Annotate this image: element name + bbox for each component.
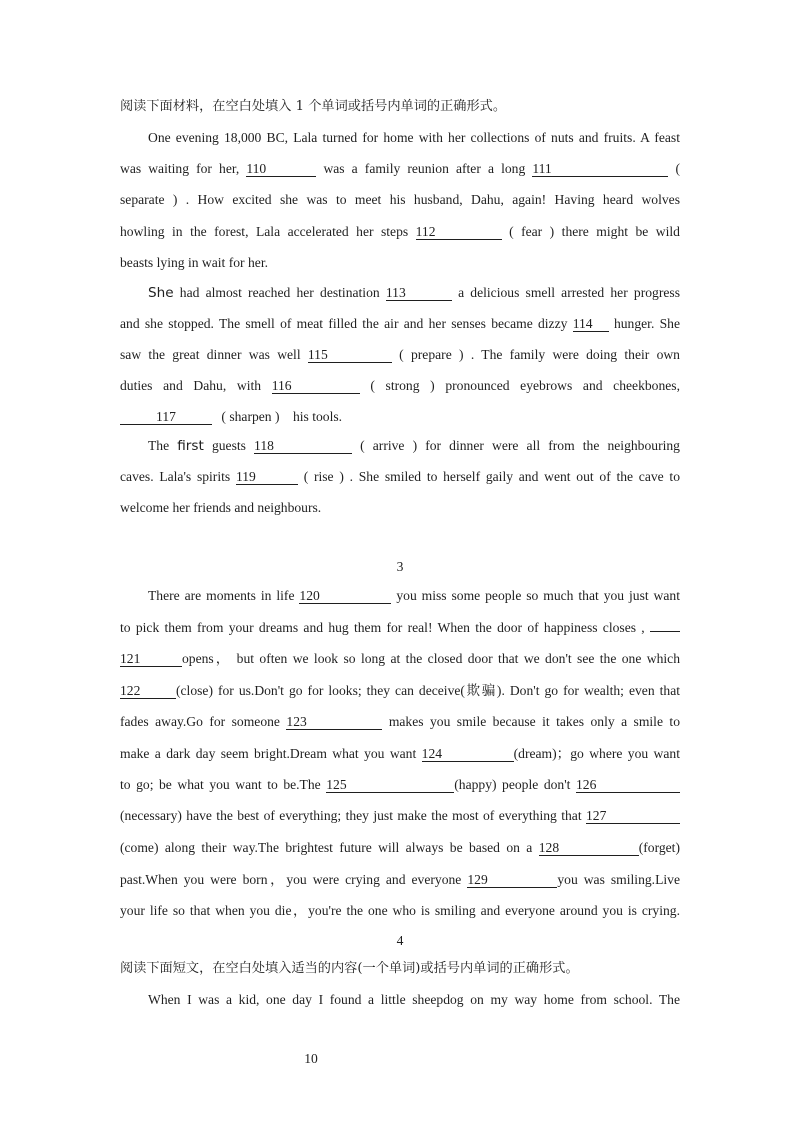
passage-line xyxy=(120,682,680,700)
text-run: opens， but often we look so long at the closed door that we don't see the one which xyxy=(182,651,680,666)
answer-blank-126[interactable]: 126 xyxy=(576,777,680,793)
passage-line xyxy=(148,437,680,455)
section-number: 4 xyxy=(396,933,404,948)
text-run: a delicious smell arrested her progress xyxy=(458,285,680,300)
answer-blank-128[interactable]: 128 xyxy=(539,840,639,856)
answer-blank-114[interactable]: 114 xyxy=(573,316,609,332)
answer-blank-123[interactable]: 123 xyxy=(286,714,382,730)
answer-blank-122[interactable]: 122 xyxy=(120,683,176,699)
answer-blank-117[interactable]: 117 xyxy=(120,409,212,425)
text-run: duties and Dahu, with xyxy=(120,378,262,393)
text-run: first xyxy=(177,438,204,454)
text-run: (forget) xyxy=(638,840,680,855)
section-number: 3 xyxy=(396,559,404,574)
answer-blank-118[interactable]: 118 xyxy=(254,438,352,454)
passage-line xyxy=(148,587,680,605)
answer-blank-111[interactable]: 111 xyxy=(532,161,668,177)
answer-blank-124[interactable]: 124 xyxy=(422,746,514,762)
text-run: there might be wild xyxy=(561,224,680,239)
passage-line xyxy=(120,223,680,241)
answer-blank-110[interactable]: 110 xyxy=(246,161,316,177)
text-run: (dream)；go where you want xyxy=(513,746,680,761)
passage-line xyxy=(120,468,680,486)
answer-blank-127[interactable]: 127 xyxy=(586,808,680,824)
text-run: (close) for us.Don't go for looks; they can deceive(欺骗). Don't go for wealth; even that xyxy=(176,683,680,698)
text-run: his tools. xyxy=(292,409,343,424)
text-run: . The family were doing their own xyxy=(470,347,680,362)
text-run: had almost reached her destination xyxy=(179,285,380,300)
text-run: ( xyxy=(675,161,680,176)
text-run: saw the great dinner was well xyxy=(120,347,301,362)
passage-line: your life so that when you die，you're the one who is smiling and everyone around you is crying. xyxy=(120,903,680,918)
text-run: (necessary) have the best of everything; they just make the most of everything that xyxy=(120,808,582,823)
answer-blank-116[interactable]: 116 xyxy=(272,378,360,394)
text-run: make a dark day seem bright.Dream what you want xyxy=(120,746,417,761)
passage-line xyxy=(120,807,680,825)
passage-line xyxy=(120,377,680,395)
text-run: past.When you were born，you were crying and everyone xyxy=(120,872,462,887)
text-run: (come) along their way.The brightest future will always be based on a xyxy=(120,840,533,855)
text-run: was a family reunion after a long xyxy=(323,161,526,176)
text-run: fades away.Go for someone xyxy=(120,714,280,729)
text-run: to pick them from your dreams and hug them for real! When the door of happiness closes , xyxy=(120,620,645,635)
instruction-text: 阅读下面材料，在空白处填入 1 个单词或括号内单词的正确形式。 xyxy=(120,99,507,114)
answer-blank-120[interactable]: 120 xyxy=(299,588,391,604)
passage-line: separate ) . How excited she was to meet his husband, Dahu, again! Having heard wolves xyxy=(120,192,680,207)
passage-line xyxy=(120,619,680,637)
text-run: you miss some people so much that you just want xyxy=(396,588,680,603)
passage-line xyxy=(120,713,680,731)
text-run: There are moments in life xyxy=(148,588,295,603)
text-run: The xyxy=(148,438,170,453)
text-run: to go; be what you want to be.The xyxy=(120,777,321,792)
passage-line: One evening 18,000 BC, Lala turned for home with her collections of nuts and fruits. A feast xyxy=(148,130,680,145)
passage-line xyxy=(148,284,680,302)
text-run: ( arrive ) xyxy=(360,438,418,453)
passage-line xyxy=(120,315,680,333)
text-run: was waiting for her, xyxy=(120,161,240,176)
text-run: and she stopped. The smell of meat filled the air and her senses became dizzy xyxy=(120,316,568,331)
text-run: She xyxy=(148,285,174,301)
text-run: makes you smile because it takes only a smile to xyxy=(388,714,680,729)
answer-blank-121-start[interactable] xyxy=(650,631,680,632)
text-run: pronounced eyebrows and cheekbones, xyxy=(445,378,680,393)
passage-line: beasts lying in wait for her. xyxy=(120,255,268,270)
text-run: ( strong ) xyxy=(370,378,435,393)
text-run: ( rise ) . She smiled to herself gaily and went out of the cave to xyxy=(303,469,681,484)
passage-line xyxy=(120,776,680,794)
text-run: hunger. She xyxy=(613,316,680,331)
text-run: ( prepare ) xyxy=(399,347,464,362)
answer-blank-119[interactable]: 119 xyxy=(236,469,298,485)
passage-line xyxy=(120,745,680,763)
passage-line xyxy=(120,839,680,857)
instruction-text: 阅读下面短文，在空白处填入适当的内容(一个单词)或括号内单词的正确形式。 xyxy=(120,961,579,976)
answer-blank-115[interactable]: 115 xyxy=(308,347,392,363)
passage-line: welcome her friends and neighbours. xyxy=(120,500,322,515)
passage-line: When I was a kid, one day I found a little sheepdog on my way home from school. The xyxy=(148,992,680,1007)
text-run: ( sharpen ) xyxy=(221,409,280,424)
answer-blank-125[interactable]: 125 xyxy=(326,777,454,793)
text-run: you was smiling.Live xyxy=(557,872,680,887)
text-run: caves. Lala's spirits xyxy=(120,469,231,484)
answer-blank-129[interactable]: 129 xyxy=(467,872,557,888)
text-run: (happy) people don't xyxy=(454,777,571,792)
passage-line xyxy=(120,408,680,426)
answer-blank-121[interactable]: 121 xyxy=(120,651,182,667)
passage-line xyxy=(120,650,680,668)
passage-line xyxy=(120,871,680,889)
text-run: guests xyxy=(211,438,246,453)
passage-line xyxy=(120,160,680,178)
answer-blank-113[interactable]: 113 xyxy=(386,285,452,301)
passage-line xyxy=(120,346,680,364)
answer-blank-112[interactable]: 112 xyxy=(416,224,502,240)
text-run: howling in the forest, Lala accelerated her steps xyxy=(120,224,409,239)
text-run: for dinner were all from the neighbouring xyxy=(425,438,680,453)
page-number: 10 xyxy=(304,1051,318,1066)
text-run: ( fear ) xyxy=(509,224,555,239)
